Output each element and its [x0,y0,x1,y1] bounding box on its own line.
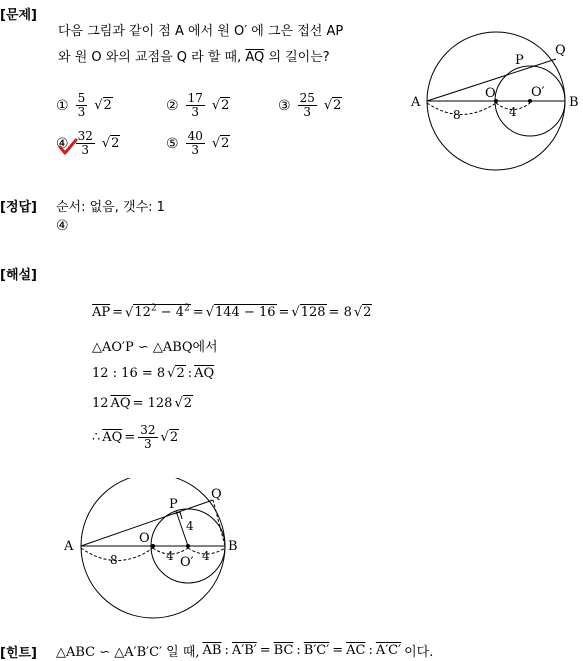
choice-3[interactable] [278,92,342,119]
label-4-left: 4 [166,549,174,563]
choice-4-sqrt: √2 [101,136,120,151]
label-o-prime: O′ [531,85,545,100]
choice-4-mark: ④ [56,135,69,152]
choice-5[interactable] [166,130,230,157]
label-4-right: 4 [202,549,210,563]
choice-2-fraction: $\frac{17}{3}$ [187,91,203,119]
label-o: O [139,531,150,546]
label-q: Q [211,487,222,502]
problem-figure [405,28,583,188]
choice-3-mark: ③ [278,97,291,114]
problem-segment-aq: $\overline{AQ}$ [245,50,265,65]
solution-line-2: △AO′P ∽ △ABQ에서 [92,340,218,355]
label-o: O [485,86,496,101]
label-4: 4 [509,105,517,119]
label-8: 8 [110,553,118,567]
label-b: B [569,95,579,110]
solution-figure [60,478,250,628]
label-8: 8 [453,108,461,122]
solution-line-3: 12 : 16 = 8 √2 : $\overline{AQ}$ [92,366,215,381]
choice-5-fraction: $\frac{40}{3}$ [187,129,203,157]
choice-3-fraction: $\frac{25}{3}$ [299,91,315,119]
checkmark-icon [56,135,78,156]
choice-1-fraction: $\frac{5}{3}$ [77,91,86,119]
choice-5-mark: ⑤ [166,135,179,152]
label-p: P [515,53,524,68]
problem-header: [문제] [0,8,37,23]
choice-3-sqrt: √2 [323,98,342,113]
segment-bq [213,500,225,546]
choice-2-sqrt: √2 [211,98,230,113]
explanation-header: [해설] [0,268,37,283]
label-q: Q [555,43,566,58]
solution-line-1: $\overline{AP}$ = $√12^2 - 4^2$ = √144 − 16 = √128 = 8 √2 [92,304,372,321]
choice-5-sqrt: √2 [211,136,230,151]
choice-1-sqrt: √2 [94,98,112,113]
label-o-prime: O′ [180,555,194,570]
choice-2[interactable] [166,92,230,119]
hint-header: [힌트] [0,646,37,661]
hint-line: △ABC ∽ △A′B′C′ 일 때, $\overline{AB}$ : A′B′ = $\overline{BC}$ : B′C′ = $\overline{AC}$ : A′C′ 이다. [56,643,434,660]
label-4-radius: 4 [186,519,194,533]
point-o [151,544,155,548]
arc-8 [427,103,496,115]
solution-line-4: 12 $\overline{AQ}$ = 128 √2 [92,396,193,411]
choice-1[interactable] [56,92,113,119]
solution-line-5: ∴ $\overline{AQ}$ = $\frac{32}{3}$ √2 [92,423,179,451]
point-o-prime [186,544,190,548]
choice-4-fraction: $\frac{32}{3}$ [77,129,93,157]
problem-line-2-post: 의 길이는? [268,50,330,65]
problem-line-2-pre: 와 원 O 와의 교점을 Q 라 할 때, [58,50,242,65]
answer-value: ④ [56,218,69,234]
problem-line-2 [58,46,330,65]
answer-info: 순서: 없음, 갯수: 1 [56,200,165,215]
label-p: P [169,497,178,512]
answer-header: [정답] [0,200,37,215]
choice-2-mark: ② [166,97,179,114]
problem-line-1: 다음 그림과 같이 점 A 에서 원 O′ 에 그은 접선 AP [58,24,344,39]
label-b: B [228,539,238,554]
label-a: A [411,95,421,110]
choice-1-mark: ① [56,97,69,114]
label-a: A [64,539,74,554]
